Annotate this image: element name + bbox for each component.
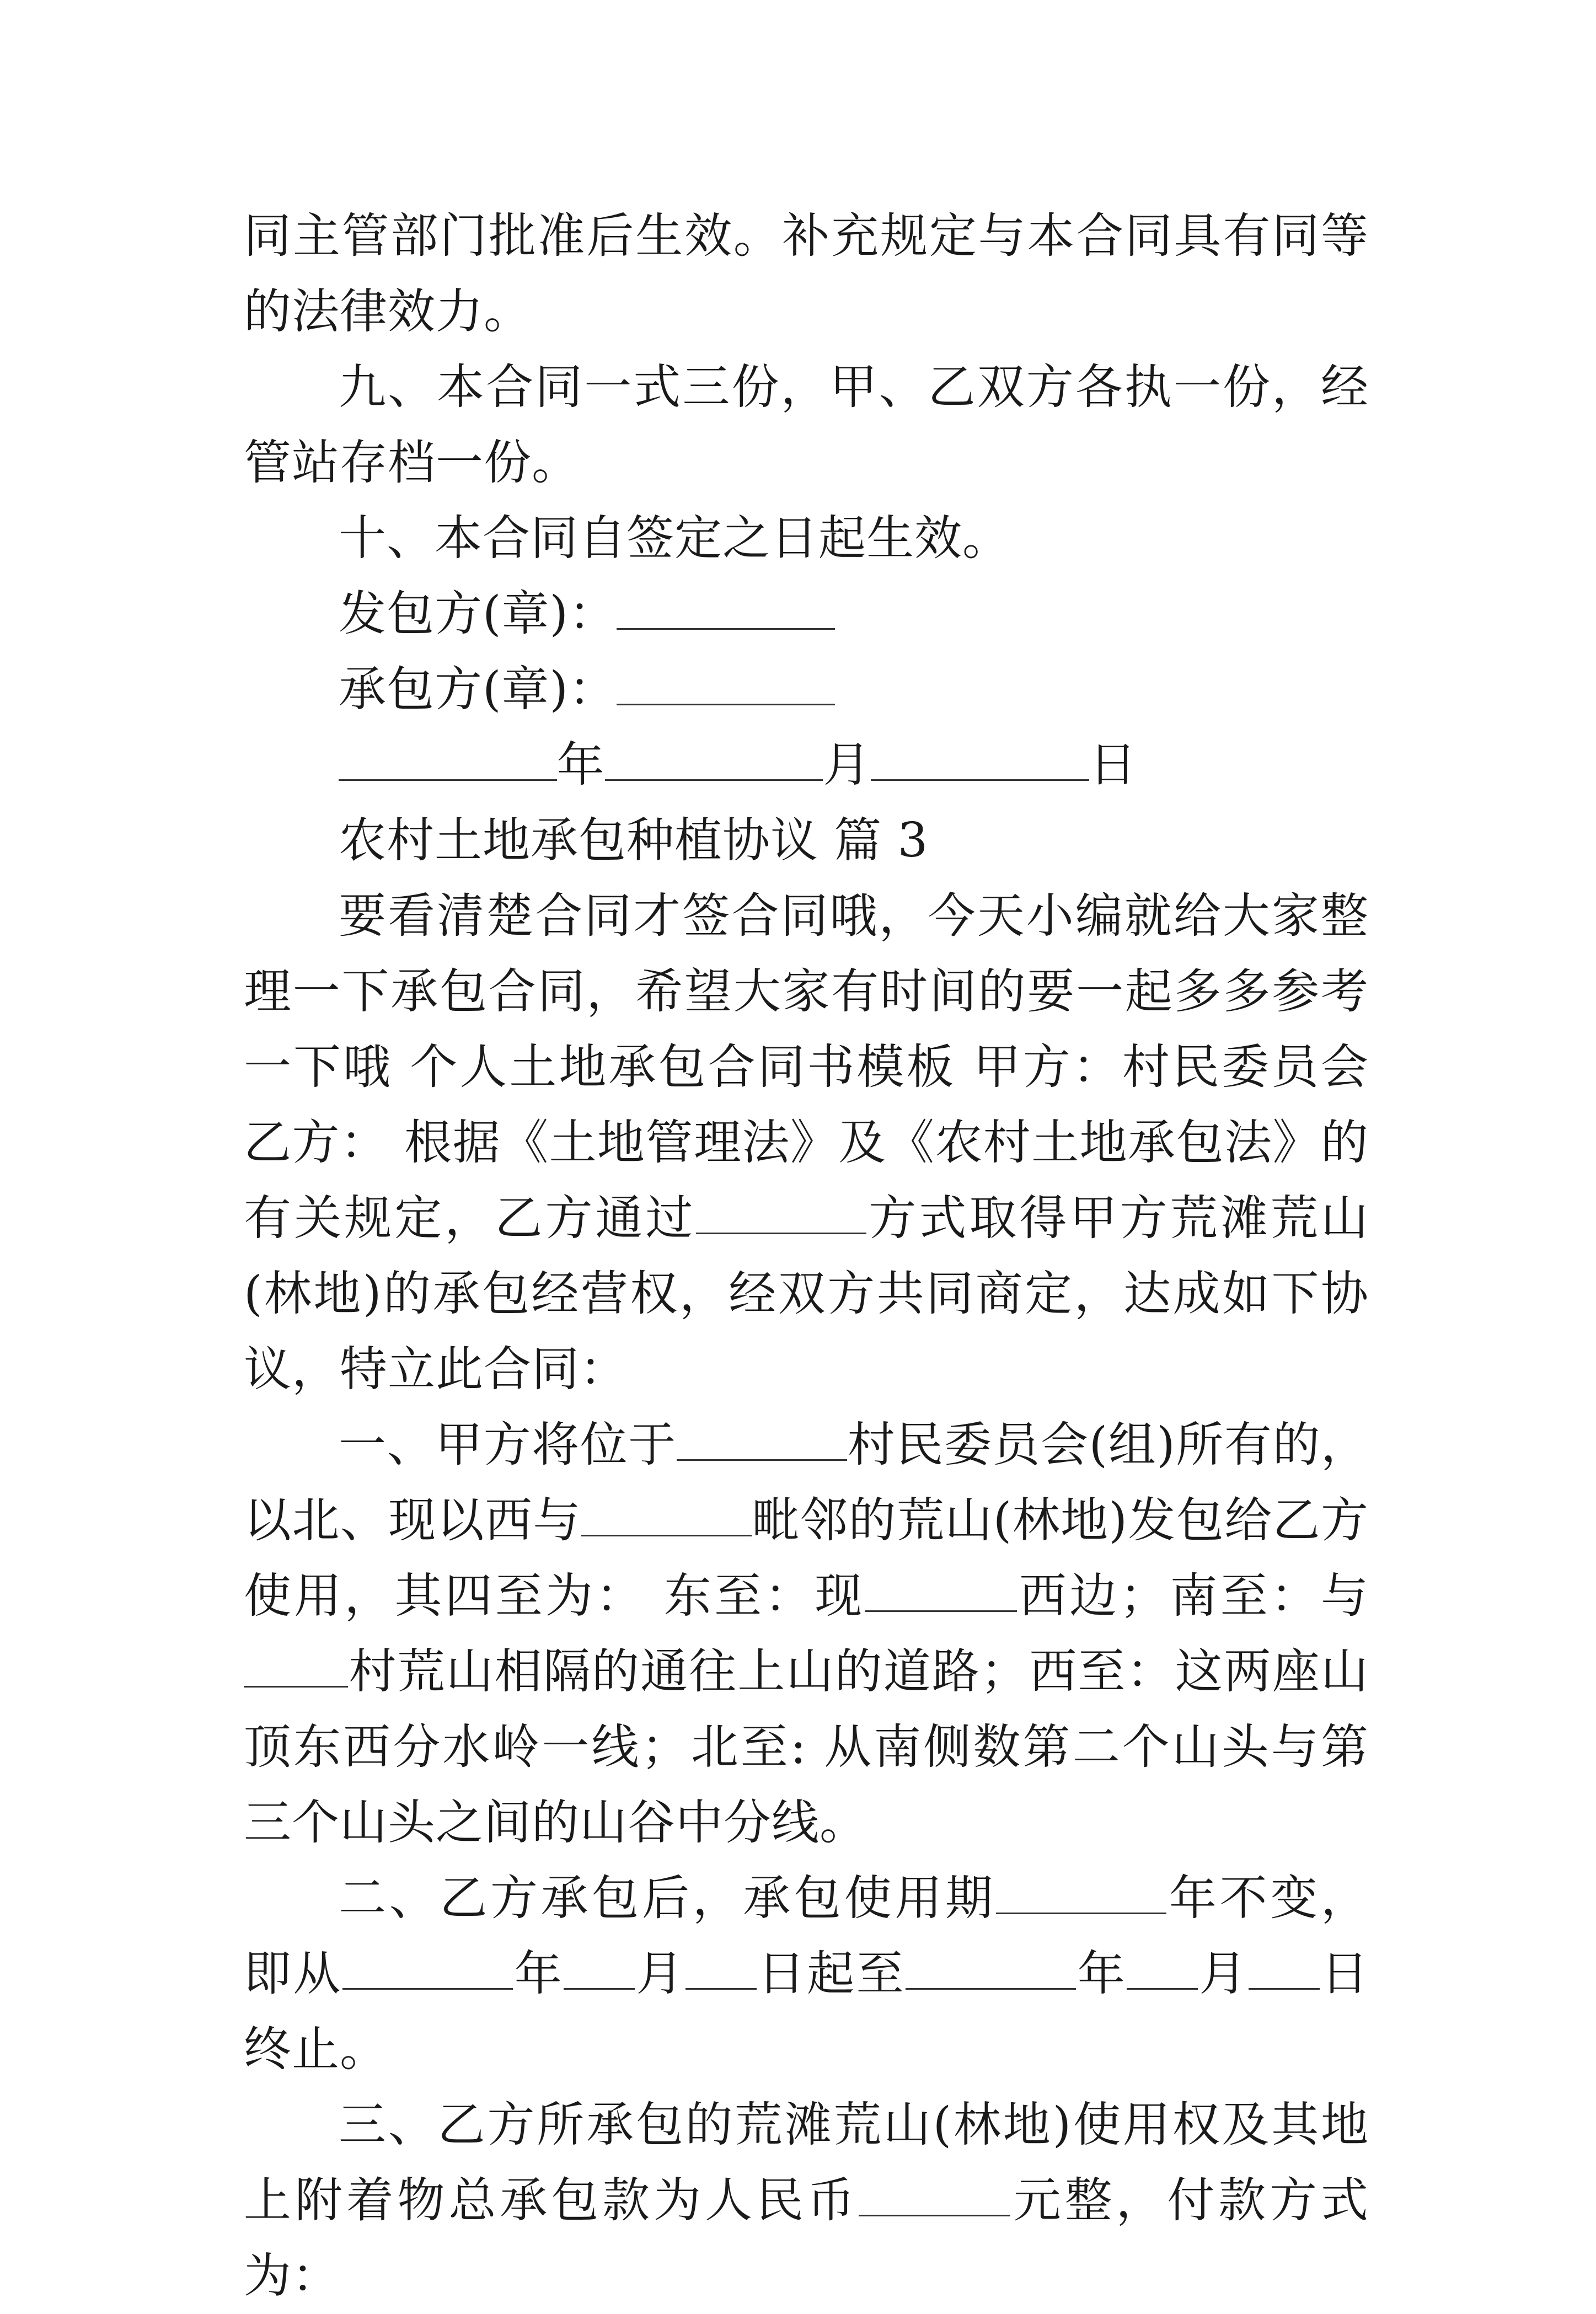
intro-paragraph: 要看清楚合同才签合同哦，今天小编就给大家整理一下承包合同，希望大家有时间的要一起多多参考一下哦 个人土地承包合同书模板 甲方：村民委员会 乙方： 根据《土地管理法》及《农村土地承包法》的有关规定，乙方通过 方式取得甲方荒滩荒山(林地)的承包经营权，经双方共同商定，达成如下协议，特立此合同： — [244, 888, 1369, 1397]
blank-end-day — [1249, 1946, 1320, 1990]
signature-date: 年 月 日 — [244, 727, 1369, 803]
signature-fabao: 发包方(章)： — [244, 576, 1369, 652]
clause-ten: 十、本合同自签定之日起生效。 — [339, 511, 1010, 566]
section-title: 农村土地承包种植协议 篇 3 — [339, 813, 929, 868]
blank-location — [677, 1417, 848, 1461]
date-blank-year — [339, 737, 557, 781]
blank-end-month — [1127, 1946, 1198, 1990]
blank-start-day — [685, 1946, 757, 1990]
blank-south — [244, 1643, 348, 1688]
clause-three: 三、乙方所承包的荒滩荒山(林地)使用权及其地上附着物总承包款为人民币 元整，付款方式为： — [244, 2097, 1369, 2304]
date-blank-month — [605, 737, 823, 781]
document-body — [244, 199, 1369, 2314]
blank-method — [696, 1190, 867, 1234]
clause-one: 一、甲方将位于 村民委员会(组)所有的，以北、现以西与 毗邻的荒山(林地)发包给乙方使用，其四至为： 东至：现 西边；南至：与村荒山相隔的通往上山的道路；西至：这两座山顶东西分水岭一线；北至: 从南侧数第二个山头与第三个山头之间的山谷中分线。 — [244, 1417, 1369, 1850]
paragraph-continuation: 同主管部门批准后生效。补充规定与本合同具有同等的法律效力。 — [244, 208, 1369, 339]
blank-amount — [859, 2172, 1010, 2216]
signature-chengbao: 承包方(章)： — [244, 652, 1369, 727]
blank-east — [865, 1568, 1017, 1612]
blank-end-year — [906, 1946, 1077, 1990]
blank-term-years — [996, 1870, 1167, 1914]
blank-adjacent — [581, 1492, 752, 1536]
clause-nine: 九、本合同一式三份，甲、乙双方各执一份，经管站存档一份。 — [244, 360, 1369, 490]
blank-start-month — [564, 1946, 635, 1990]
clause-two: 二、乙方承包后，承包使用期 年不变，即从 年 月 日起至 年 月 日终止。 — [244, 1871, 1369, 2077]
signature-blank-fabao — [617, 586, 835, 630]
signature-blank-chengbao — [617, 661, 835, 705]
date-blank-day — [871, 737, 1089, 781]
blank-start-year — [342, 1946, 513, 1990]
